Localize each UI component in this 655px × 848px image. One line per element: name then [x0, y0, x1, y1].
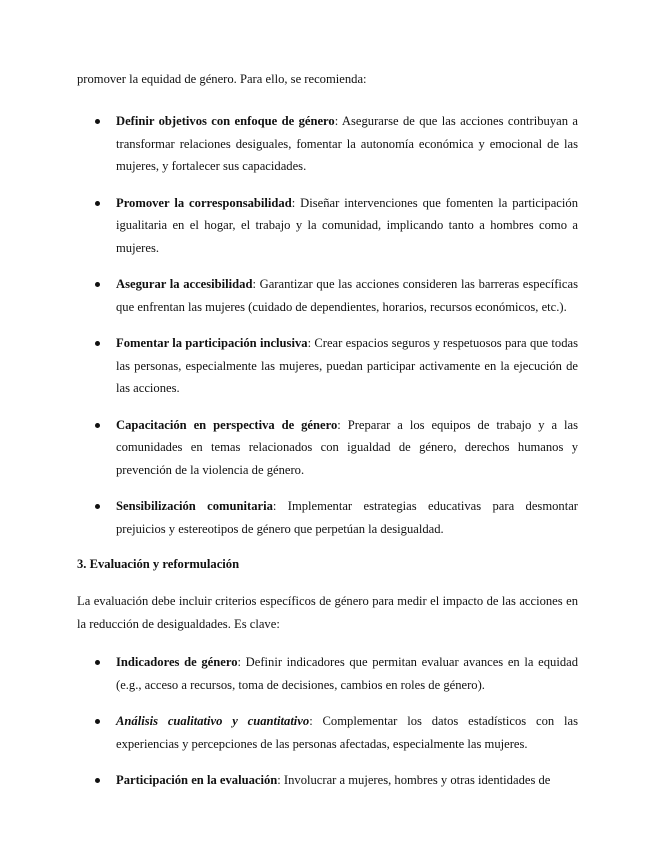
item-term: Definir objetivos con enfoque de género: [116, 114, 335, 128]
item-text: : Involucrar a mujeres, hombres y otras identidades de: [277, 773, 551, 787]
list-item: [77, 192, 578, 260]
item-term: Asegurar la accesibilidad: [116, 277, 253, 291]
item-text: : Asegurarse de que las acciones contribuyan a transformar relaciones desiguales, fomentar la autonomía económica y emocional de las mujeres, y fortalecer sus capacidades.: [116, 114, 579, 173]
item-term: Análisis cualitativo y cuantitativo: [116, 714, 310, 728]
item-text: : Diseñar intervenciones que fomenten la participación igualitaria en el hogar, el trabajo y la comunidad, implicando tanto a hombres como a mujeres.: [116, 195, 578, 255]
list-item: [77, 651, 578, 696]
recommendations-list: [77, 110, 578, 540]
intro-paragraph: promover la equidad de género. Para ello, se recomienda:: [77, 72, 367, 86]
list-item: [77, 332, 578, 400]
item-term: Sensibilización comunitaria: [116, 499, 273, 513]
item-term: Participación en la evaluación: [116, 773, 278, 787]
list-item: [77, 273, 578, 318]
section-paragraph: La evaluación debe incluir criterios específicos de género para medir el impacto de las acciones en la reducción de desigualdades. Es clave:: [77, 594, 578, 631]
item-text: : Complementar los datos estadísticos con las experiencias y percepciones de las personas afectadas, especialmente las mujeres.: [116, 714, 578, 751]
bullet-icon: [95, 423, 100, 428]
list-item: [77, 110, 578, 178]
bullet-icon: [95, 778, 100, 783]
document-page: [77, 68, 578, 806]
item-term: Fomentar la participación inclusiva: [116, 336, 308, 350]
item-text: : Definir indicadores que permitan evaluar avances en la equidad (e.g., acceso a recursos, toma de decisiones, cambios en roles de género).: [116, 655, 578, 692]
item-text: : Preparar a los equipos de trabajo y a las comunidades en temas relacionados con igualdad de género, derechos humanos y prevención de la violencia de género.: [116, 417, 579, 477]
bullet-icon: [95, 504, 100, 509]
section-heading: 3. Evaluación y reformulación: [77, 557, 240, 571]
bullet-icon: [95, 282, 100, 287]
list-item: [77, 495, 578, 540]
item-text: : Garantizar que las acciones consideren las barreras específicas que enfrentan las mujeres (cuidado de dependientes, horarios, recursos económicos, etc.).: [116, 277, 578, 314]
bullet-icon: [95, 719, 100, 724]
item-term: Promover la corresponsabilidad: [116, 195, 292, 210]
list-item: [77, 710, 578, 755]
item-text: : Crear espacios seguros y respetuosos para que todas las personas, especialmente las mujeres, puedan participar activamente en la ejecución de las acciones.: [116, 336, 579, 395]
bullet-icon: [95, 660, 100, 665]
bullet-icon: [95, 201, 100, 206]
evaluation-list: [77, 651, 578, 792]
item-term: Indicadores de género: [116, 655, 238, 669]
list-item: [77, 769, 578, 792]
item-term: Capacitación en perspectiva de género: [116, 417, 338, 432]
bullet-icon: [95, 341, 100, 346]
list-item: [77, 414, 578, 482]
bullet-icon: [95, 119, 100, 124]
item-text: : Implementar estrategias educativas para desmontar prejuicios y estereotipos de género que perpetúan la desigualdad.: [116, 499, 578, 536]
